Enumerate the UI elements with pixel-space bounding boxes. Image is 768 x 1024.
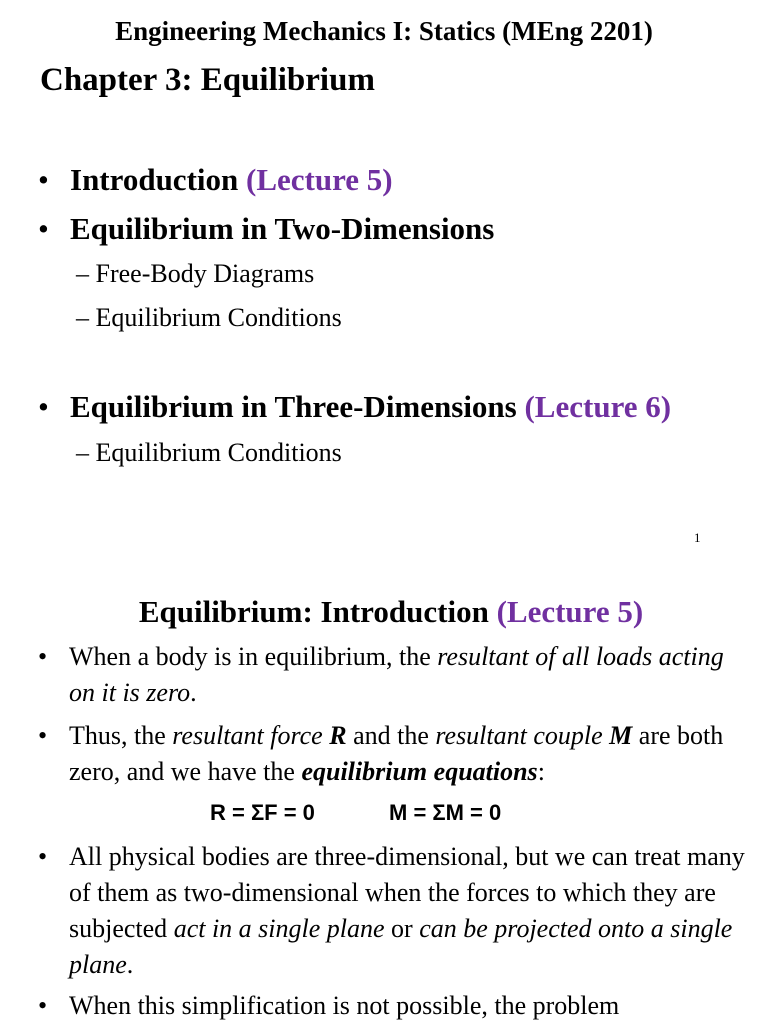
chapter-title: Chapter 3: Equilibrium: [40, 62, 375, 98]
symbol-m: M: [609, 721, 633, 750]
sub-item-text: Free-Body Diagrams: [95, 259, 315, 288]
text-run: .: [190, 678, 197, 707]
lecture-tag: (Lecture 5): [246, 162, 393, 197]
slide2-title-text: Equilibrium: Introduction: [138, 594, 489, 629]
bullet-dot: •: [38, 211, 49, 246]
text-run: .: [126, 950, 134, 979]
bullet-text: Introduction: [70, 162, 239, 197]
text-run: or: [384, 914, 420, 943]
text-run-italic: resultant of all loads acting on it is zero: [69, 642, 724, 707]
bullet-dot: •: [38, 842, 48, 871]
bullet-introduction: [38, 162, 393, 198]
symbol-r: R: [329, 721, 347, 750]
bullet-three-dimensions: [38, 389, 671, 425]
bullet-text: Equilibrium in Two-Dimensions: [70, 211, 495, 246]
text-run: and the: [346, 721, 436, 750]
bullet-two-dimensions: [38, 211, 494, 247]
dash: –: [76, 438, 89, 467]
dash: –: [76, 303, 89, 332]
sub-item-free-body-diagrams: [76, 259, 314, 289]
text-run: are both zero, and we have the: [69, 721, 724, 786]
text-run-italic: can be projected onto a single plane: [69, 914, 733, 979]
lecture-tag: (Lecture 6): [524, 389, 672, 424]
paragraph-two-dimensional: [38, 839, 748, 983]
bullet-dot: •: [38, 721, 48, 750]
sub-item-text: Equilibrium Conditions: [95, 438, 342, 467]
dash: –: [76, 259, 89, 288]
course-title: Engineering Mechanics I: Statics (MEng 2201): [115, 16, 653, 46]
page-number: 1: [694, 530, 701, 545]
bullet-dot: •: [38, 162, 49, 197]
sub-item-equilibrium-conditions-3d: [76, 438, 342, 468]
text-run: When a body is in equilibrium, the: [69, 642, 438, 671]
slide2-title: [0, 594, 768, 630]
text-run-bold-italic: equilibrium equations: [301, 757, 538, 786]
text-run: When this simplification is not possible, the problem: [69, 991, 620, 1020]
bullet-dot: •: [38, 642, 48, 671]
bullet-dot: •: [38, 389, 49, 424]
sub-item-equilibrium-conditions: [76, 303, 342, 333]
paragraph-equilibrium-resultant: [38, 639, 748, 711]
text-run-italic: resultant force: [172, 721, 330, 750]
bullet-text: Equilibrium in Three-Dimensions: [70, 389, 517, 424]
bullet-dot: •: [38, 991, 48, 1020]
paragraph-equilibrium-equations: [38, 718, 748, 790]
text-run: All physical bodies are three-dimensional, but we can treat many of them as two-dimensional when the forces to which they are subjected: [69, 842, 745, 943]
text-run-italic: act in a single plane: [173, 914, 385, 943]
text-run-italic: resultant couple: [435, 721, 610, 750]
text-run: Thus, the: [69, 721, 173, 750]
paragraph-simplification: [38, 988, 748, 1024]
sub-item-text: Equilibrium Conditions: [95, 303, 342, 332]
lecture-tag: (Lecture 5): [496, 594, 644, 629]
equation-force: R = ΣF = 0: [210, 800, 315, 825]
equation-moment: M = ΣM = 0: [389, 800, 502, 825]
text-run: :: [537, 757, 545, 786]
